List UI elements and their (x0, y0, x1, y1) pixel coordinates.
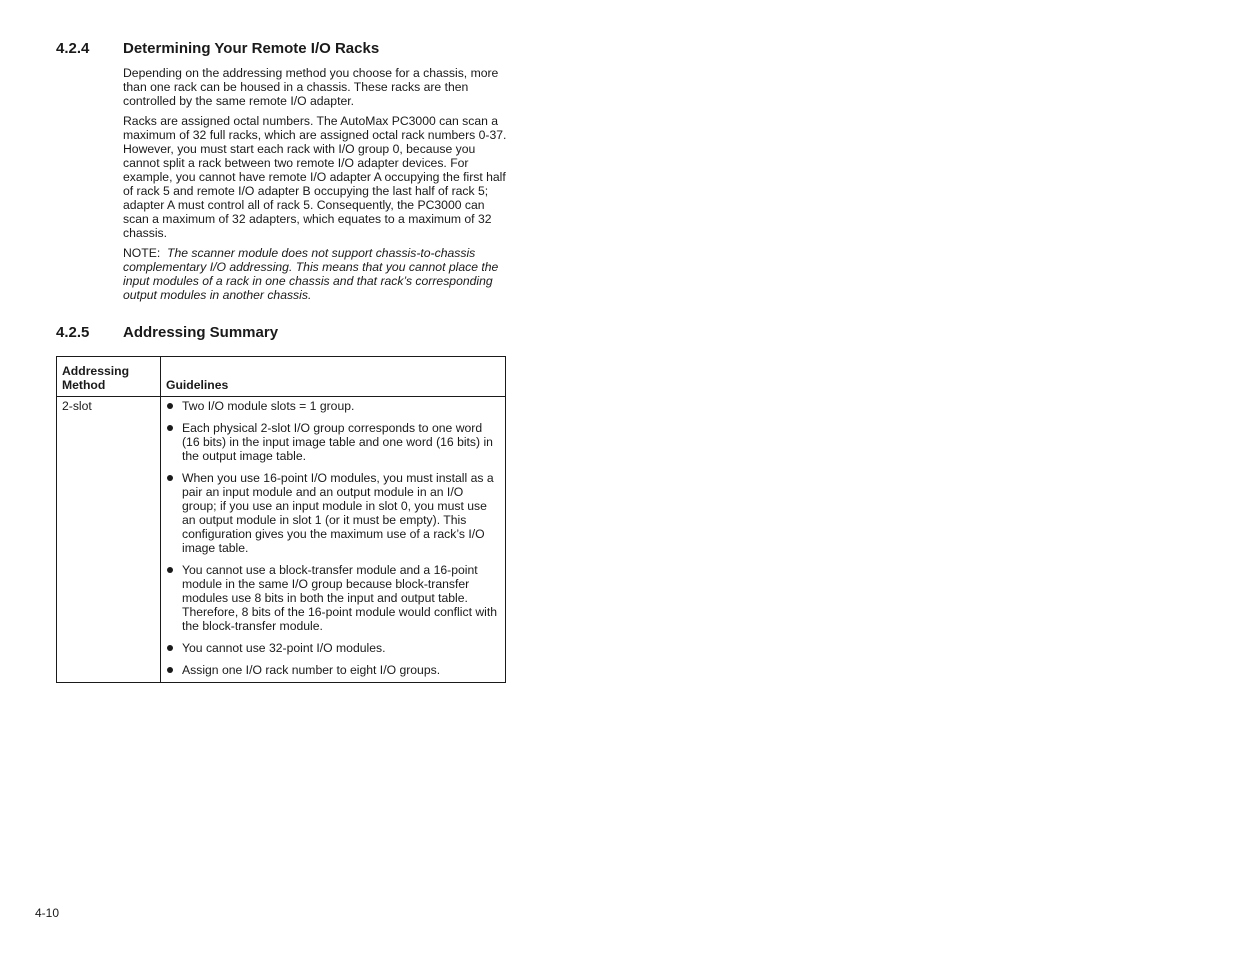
section-heading-4-2-4 (56, 40, 379, 58)
table-header-row (57, 357, 506, 397)
guidelines-cell (161, 397, 506, 683)
list-item-text: You cannot use a block-transfer module and a 16-point module in the same I/O group because block-transfer modules use 8 bits in both the input and output table. Therefore, 8 bits of the 16-point module would conflict with the block-transfer module. (182, 563, 498, 633)
bullet-icon (167, 403, 173, 409)
list-item (166, 471, 497, 555)
list-item (166, 399, 497, 413)
section-title: Determining Your Remote I/O Racks (123, 40, 380, 57)
bullet-icon (167, 645, 173, 651)
list-item-text: When you use 16-point I/O modules, you must install as a pair an input module and an output module in an I/O group; if you use an input module in slot 0, you must use an output module in slot 1 (or it must be empty). This configuration gives you the maximum use of a rack’s I/O image table. (182, 471, 494, 555)
column-header-method: Addressing Method (57, 357, 161, 397)
list-item (166, 663, 497, 677)
list-item-text: Two I/O module slots = 1 group. (182, 399, 355, 413)
bullet-icon (167, 667, 173, 673)
list-item (166, 421, 497, 463)
list-item-text: Each physical 2-slot I/O group corresponds to one word (16 bits) in the input image table and one word (16 bits) in the output image table. (182, 421, 493, 463)
section-heading-4-2-5 (56, 324, 278, 342)
section-title: Addressing Summary (123, 324, 279, 341)
list-item (166, 641, 497, 655)
section-number: 4.2.5 (56, 324, 90, 341)
table-row (57, 397, 506, 683)
section-number: 4.2.4 (56, 40, 90, 57)
column-header-guidelines: Guidelines (161, 357, 506, 397)
method-cell: 2-slot (57, 397, 161, 683)
list-item-text: Assign one I/O rack number to eight I/O groups. (182, 663, 441, 677)
section-body-4-2-4 (123, 66, 509, 308)
guidelines-list (166, 399, 497, 677)
list-item-text: You cannot use 32-point I/O modules. (182, 641, 386, 655)
list-item (166, 563, 497, 633)
note-text: The scanner module does not support chassis-to-chassis complementary I/O addressing. This means that you cannot place the input modules of a rack in one chassis and that rack’s corresponding output modules in another chassis. (123, 246, 499, 302)
note (123, 246, 509, 302)
note-label: NOTE: (123, 246, 161, 260)
paragraph: Depending on the addressing method you choose for a chassis, more than one rack can be housed in a chassis. These racks are then controlled by the same remote I/O adapter. (123, 66, 499, 108)
paragraph: Racks are assigned octal numbers. The AutoMax PC3000 can scan a maximum of 32 full racks, which are assigned octal rack numbers 0-37. However, you must start each rack with I/O group 0, because you cannot split a rack between two remote I/O adapter devices. For example, you cannot have remote I/O adapter A occupying the first half of rack 5 and remote I/O adapter B occupying the last half of rack 5; adapter A must control all of rack 5. Consequently, the PC3000 can scan a maximum of 32 adapters, which equates to a maximum of 32 chassis. (123, 114, 507, 240)
page-number: 4-10 (35, 906, 60, 920)
bullet-icon (167, 425, 173, 431)
addressing-summary-table (56, 356, 506, 683)
bullet-icon (167, 475, 173, 481)
bullet-icon (167, 567, 173, 573)
